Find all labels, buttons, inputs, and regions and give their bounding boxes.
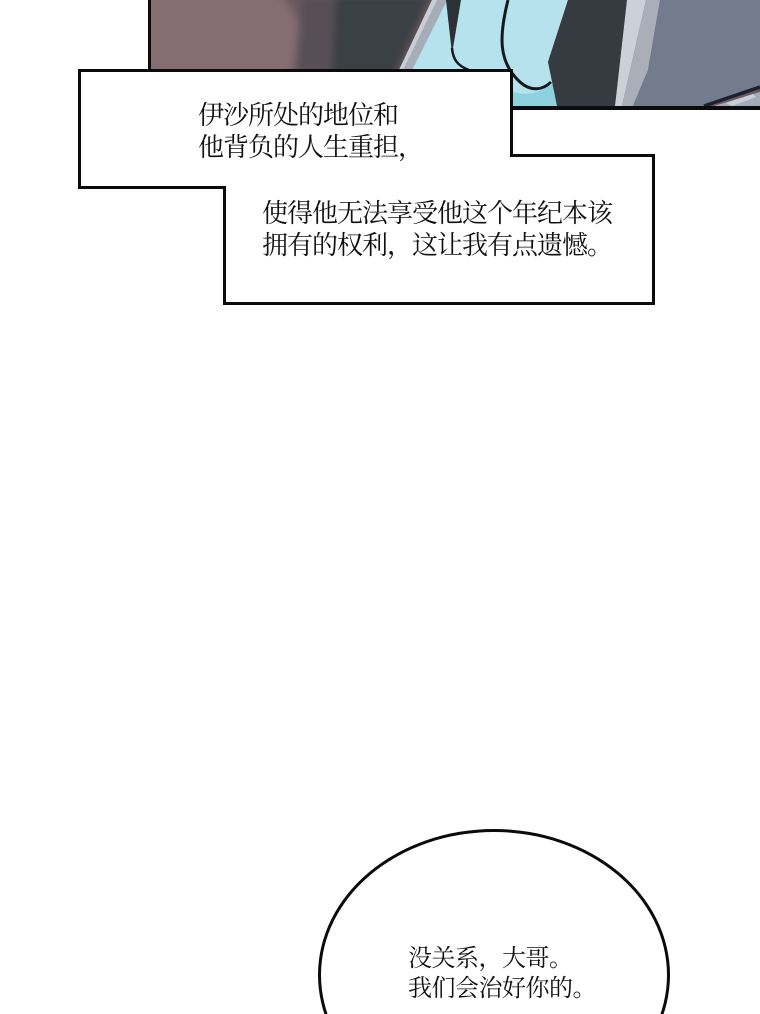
narration-text-1-line-2: 他背负的人生重担， xyxy=(198,132,424,162)
narration-text-2 xyxy=(262,197,612,261)
speech-text xyxy=(408,944,596,1004)
speech-text-line-2: 我们会治好你的。 xyxy=(408,975,596,1002)
speech-text-line-1: 没关系，大哥。 xyxy=(408,945,573,972)
narration-text-2-line-2: 拥有的权利，这让我有点遗憾。 xyxy=(262,230,613,260)
narration-text-2-line-1: 使得他无法享受他这个年纪本该 xyxy=(262,198,613,228)
narration-text-1-line-1: 伊沙所处的地位和 xyxy=(198,100,399,130)
narration-text-1 xyxy=(198,99,423,163)
